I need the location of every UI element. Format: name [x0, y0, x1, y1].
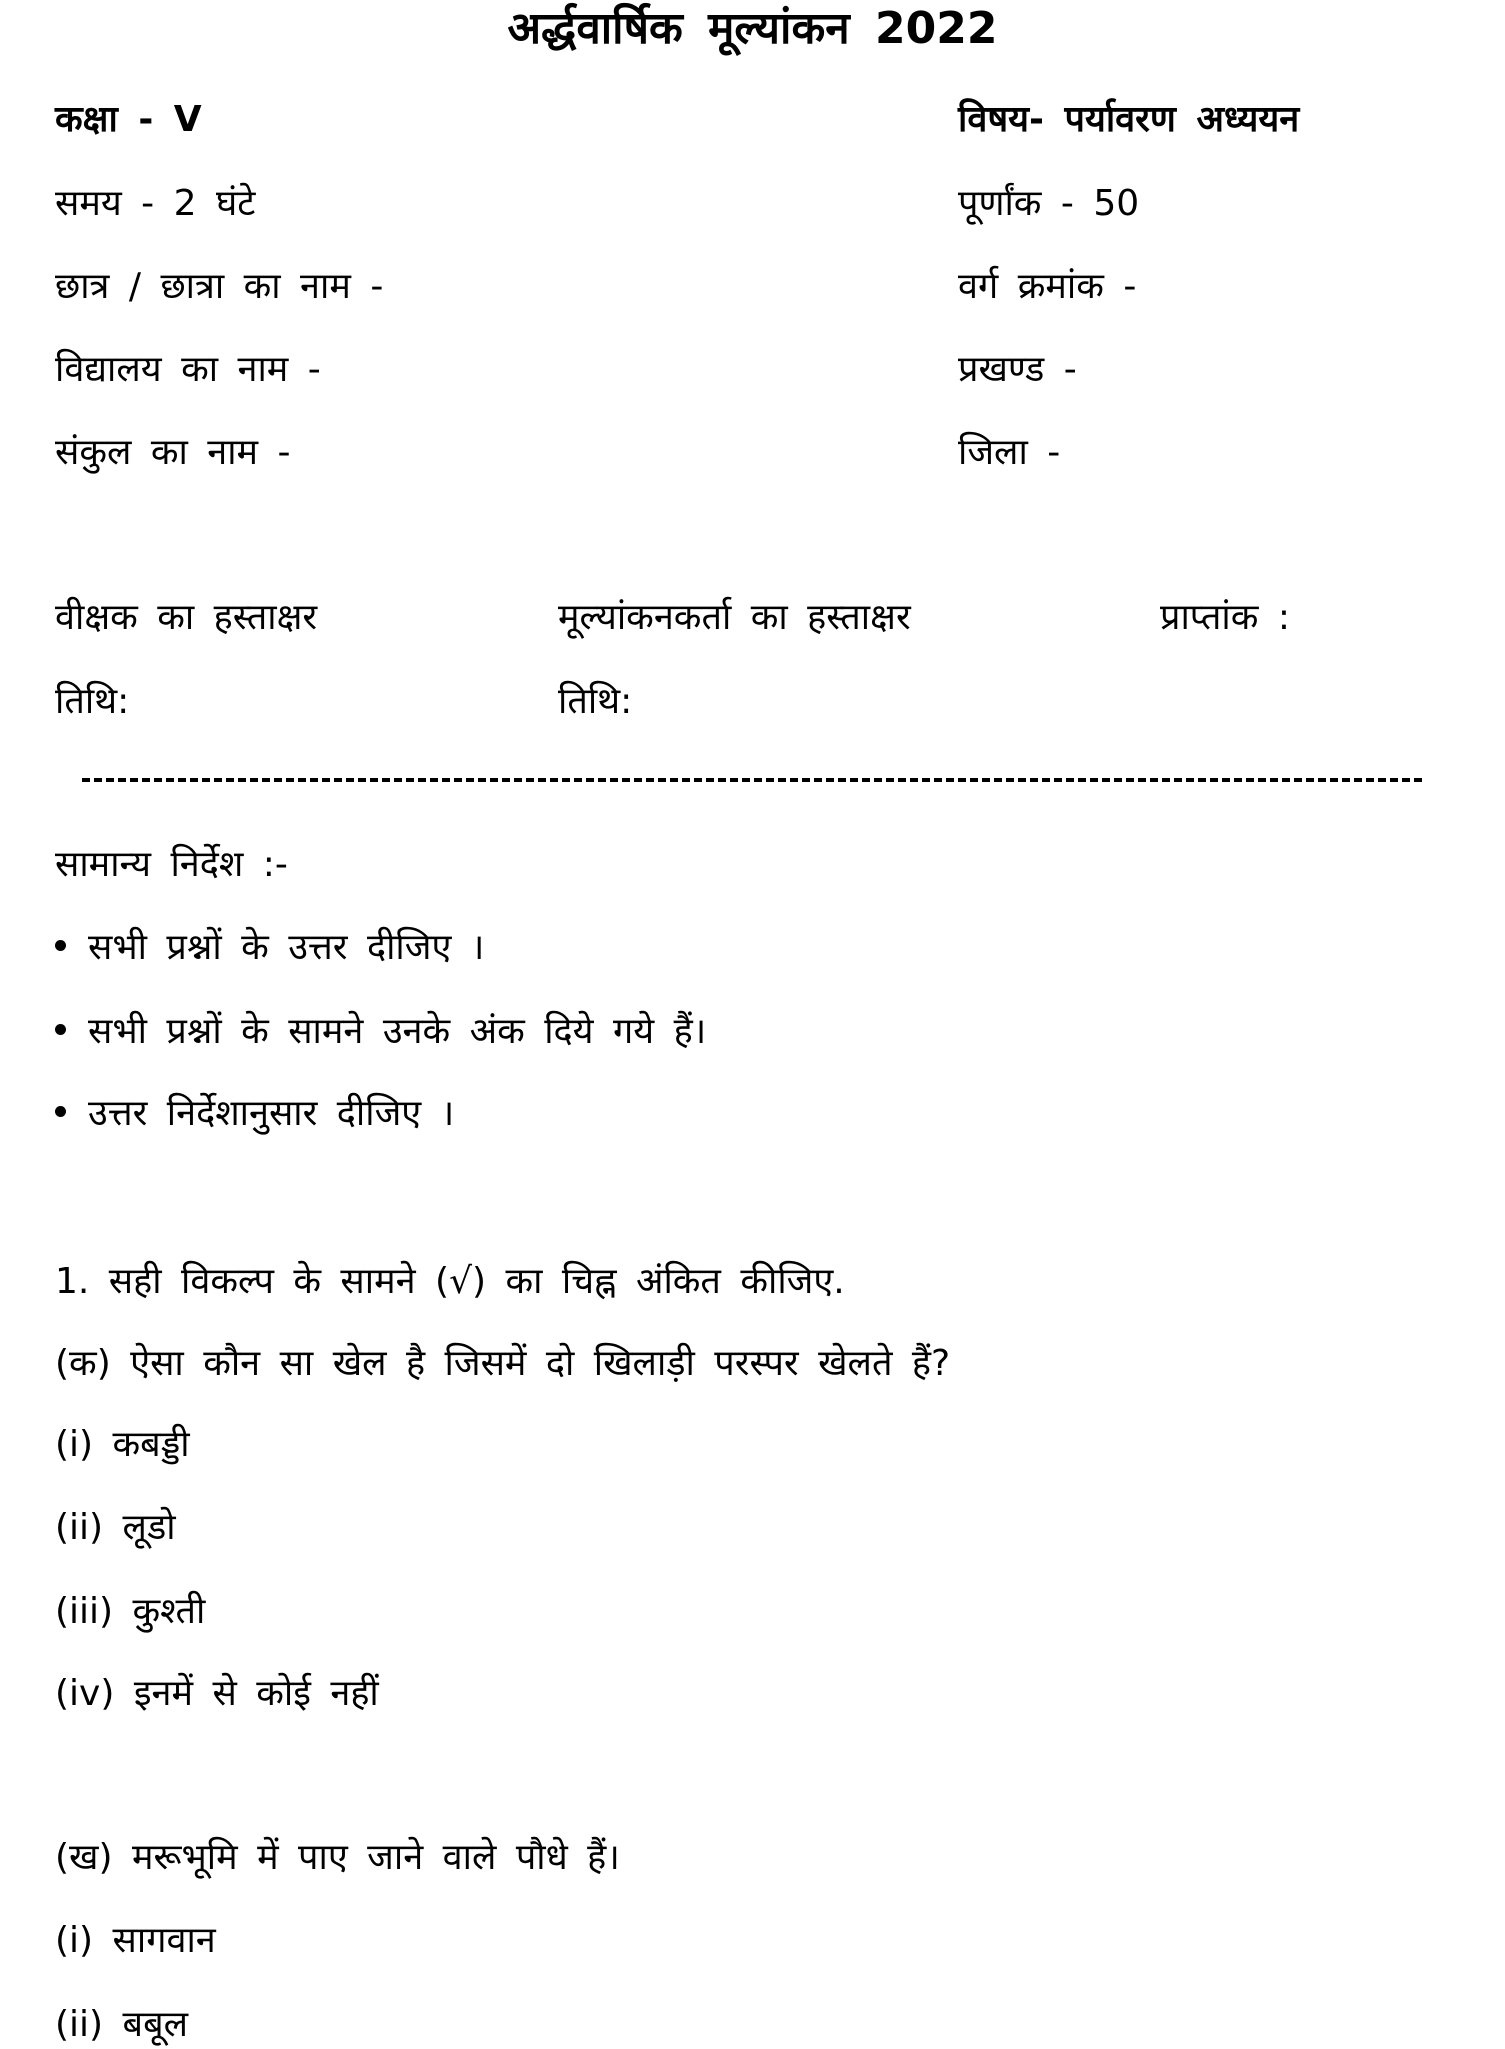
instruction-item: सभी प्रश्नों के सामने उनके अंक दिये गये हैं। [55, 1008, 706, 1056]
block-field: प्रखण्ड - [958, 349, 1077, 390]
option-item: (iii) कुश्ती [55, 1591, 206, 1632]
district-field: जिला - [958, 432, 1061, 473]
bullet-icon [55, 940, 66, 951]
question-1b: (ख) मरूभूमि में पाए जाने वाले पौधे हैं। [55, 1837, 620, 1878]
invigilator-signature-label: वीक्षक का हस्ताक्षर [55, 597, 318, 638]
instruction-item: उत्तर निर्देशानुसार दीजिए । [55, 1090, 454, 1138]
cluster-name-field: संकुल का नाम - [55, 432, 291, 473]
option-item: (iv) इनमें से कोई नहीं [55, 1673, 379, 1714]
time-label: समय - 2 घंटे [55, 183, 256, 224]
class-label: कक्षा - V [55, 99, 202, 140]
page-title: अर्द्धवार्षिक मूल्यांकन 2022 [507, 3, 998, 54]
evaluator-signature-label: मूल्यांकनकर्ता का हस्ताक्षर [558, 597, 911, 638]
bullet-icon [55, 1024, 66, 1035]
instruction-item: सभी प्रश्नों के उत्तर दीजिए । [55, 924, 484, 972]
option-item: (ii) लूडो [55, 1507, 176, 1548]
subject-label: विषय- पर्यावरण अध्ययन [958, 99, 1300, 140]
instructions-heading: सामान्य निर्देश :- [55, 844, 288, 885]
date-label-evaluator: तिथि: [558, 681, 633, 722]
option-item: (i) कबड्डी [55, 1424, 190, 1465]
school-name-field: विद्यालय का नाम - [55, 349, 321, 390]
marks-obtained-label: प्राप्तांक : [1160, 597, 1290, 638]
option-item: (ii) बबूल [55, 2004, 189, 2045]
question-1a: (क) ऐसा कौन सा खेल है जिसमें दो खिलाड़ी परस्पर खेलते हैं? [55, 1343, 951, 1384]
full-marks-label: पूर्णांक - 50 [958, 183, 1140, 224]
option-item: (i) सागवान [55, 1920, 216, 1961]
bullet-icon [55, 1106, 66, 1117]
roll-number-field: वर्ग क्रमांक - [958, 266, 1137, 307]
date-label-invigilator: तिथि: [55, 681, 130, 722]
dashed-divider [82, 778, 1422, 782]
student-name-field: छात्र / छात्रा का नाम - [55, 266, 384, 307]
question-1-prompt: 1. सही विकल्प के सामने (√) का चिह्न अंकित कीजिए. [55, 1261, 845, 1302]
